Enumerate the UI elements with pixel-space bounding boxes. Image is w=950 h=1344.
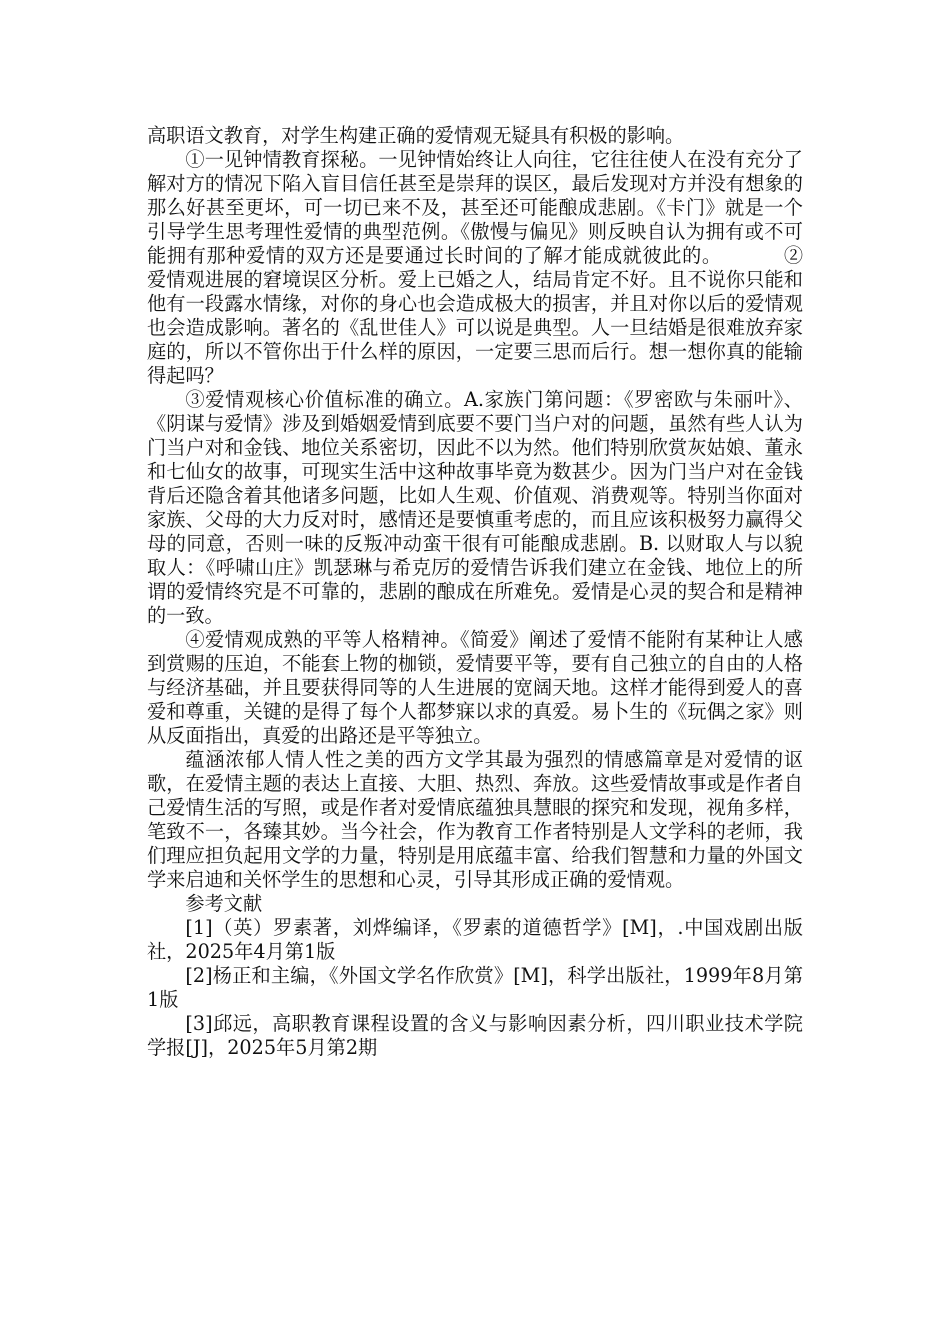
paragraph-conclusion: 蕴涵浓郁人情人性之美的西方文学其最为强烈的情感篇章是对爱情的讴歌，在爱情主题的表达上直接、大胆、热烈、奔放。这些爱情故事或是作者自己爱情生活的写照，或是作者对爱情底蕴独具慧眼的探究和发现，视角多样，笔致不一，各臻其妙。当今社会，作为教育工作者特别是人文学科的老师，我们理应担负起用文学的力量，特别是用底蕴丰富、给我们智慧和力量的外国文学来启迪和关怀学生的思想和心灵，引导其形成正确的爱情观。	[147, 748, 803, 891]
paragraph-section-4: ④爱情观成熟的平等人格精神。《简爱》阐述了爱情不能附有某种让人感到赏赐的压迫，不能套上物的枷锁，爱情要平等，要有自己独立的自由的人格与经济基础，并且要获得同等的人生进展的宽阔天地。这样才能得到爱人的喜爱和尊重，关键的是得了每个人都梦寐以求的真爱。易卜生的《玩偶之家》则从反面指出，真爱的出路还是平等独立。	[147, 628, 803, 747]
paragraph-section-1-and-2	[147, 148, 803, 388]
references-heading: 参考文献	[185, 892, 263, 915]
paragraph-section-1: ①一见钟情教育探秘。一见钟情始终让人向往，它往往使人在没有充分了解对方的情况下陷入盲目信任甚至是崇拜的误区，最后发现对方并没有想象的那么好甚至更坏，可一切已来不及，甚至还可能酿成悲剧。《卡门》就是一个引导学生思考理性爱情的典型范例。《傲慢与偏见》则反映自认为拥有或不可能拥有那种爱情的双方还是要通过长时间的了解才能成就彼此的。	[147, 148, 803, 267]
paragraph-section-2: ②爱情观进展的窘境误区分析。爱上已婚之人，结局肯定不好。且不说你只能和他有一段露水情缘，对你的身心也会造成极大的损害，并且对你以后的爱情观也会造成影响。著名的《乱世佳人》可以说是典型。人一旦结婚是很难放弃家庭的，所以不管你出于什么样的原因，一定要三思而后行。想一想你真的能输得起吗？	[147, 244, 804, 387]
reference-item-1: [1]（英）罗素著，刘烨编译，《罗素的道德哲学》[M]，.中国戏剧出版社，2025年4月第1版	[147, 916, 803, 963]
paragraph-section-3: ③爱情观核心价值标准的确立。A.家族门第问题：《罗密欧与朱丽叶》、《阴谋与爱情》涉及到婚姻爱情到底要不要门当户对的问题，虽然有些人认为门当户对和金钱、地位关系密切，因此不以为然。他们特别欣赏灰姑娘、董永和七仙女的故事，可现实生活中这种故事毕竟为数甚少。因为门当户对在金钱背后还隐含着其他诸多问题，比如人生观、价值观、消费观等。特别当你面对家族、父母的大力反对时，感情还是要慎重考虑的，而且应该积极努力赢得父母的同意，否则一味的反叛冲动蛮干很有可能酿成悲剧。B. 以财取人与以貌取人：《呼啸山庄》凯瑟琳与希克厉的爱情告诉我们建立在金钱、地位上的所谓的爱情终究是不可靠的，悲剧的酿成在所难免。爱情是心灵的契合和是精神的一致。	[147, 388, 803, 627]
reference-item-2: [2]杨正和主编，《外国文学名作欣赏》[M]，科学出版社，1999年8月第1版	[147, 964, 804, 1011]
paragraph-intro: 高职语文教育，对学生构建正确的爱情观无疑具有积极的影响。	[147, 124, 685, 147]
document-page	[147, 124, 803, 1060]
reference-item-3: [3]邱远，高职教育课程设置的含义与影响因素分析，四川职业技术学院学报[J]，2025年5月第2期	[147, 1012, 803, 1059]
